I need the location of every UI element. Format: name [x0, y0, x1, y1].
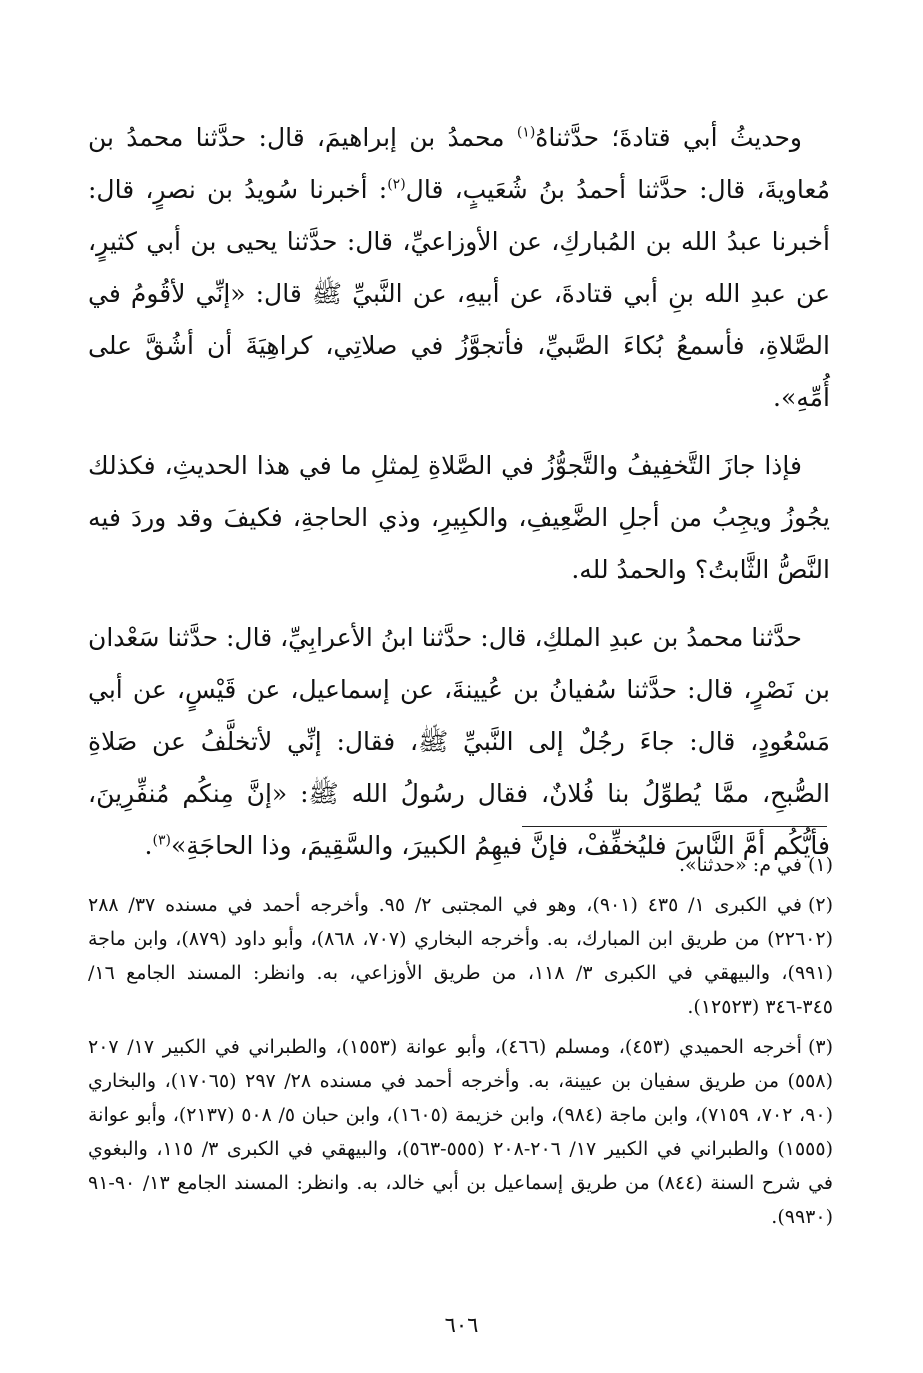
main-text — [88, 112, 830, 872]
footnote-number: (٢) — [807, 894, 833, 916]
page-number: ٦٠٦ — [444, 1313, 479, 1337]
paragraph-text: محمدُ بن إبراهيمَ، قال: حدَّثنا محمدُ بن مُعاويةَ، قال: حدَّثنا أحمدُ بنُ شُعَيبٍ، قال — [88, 123, 831, 204]
footnote-text: في الكبرى ١/ ٤٣٥ (٩٠١)، وهو في المجتبى ٢/ ٩٥. وأخرجه أحمد في مسنده ٣٧/ ٢٨٨ (٢٢٦٠٢) من طريق ابن المبارك، به. وأخرجه البخاري (٧٠٧، ٨٦٨)، وأبو داود (٨٧٩)، وابن ماجة (٩٩١)، والبيهقي في الكبرى ٣/ ١١٨، من طريق الأوزاعي، به. وانظر: المسند الجامع ١٦/ ٣٤٥-٣٤٦ (١٢٥٢٣). — [88, 894, 834, 1018]
footnote-ref-2: (٢) — [387, 176, 406, 193]
footnote-number: (١) — [807, 854, 833, 876]
paragraph-text: : أخبرنا سُويدُ بن نصرٍ، قال: أخبرنا عبدُ الله بن المُباركِ، عن الأوزاعيِّ، قال: حدَّثنا يحيى بن أبي كثيرٍ، عن عبدِ الله بنِ أبي قتادةَ، عن أبيهِ، عن النَّبيِّ ﷺ قال: «إنِّي لأقُومُ في الصَّلاةِ، فأسمعُ بُكاءَ الصَّبيِّ، فأتجوَّزُ في صلاتِي، كراهِيَةَ أن أشُقَّ على أُمِّهِ». — [88, 175, 830, 412]
footnote-ref-3: (٣) — [152, 832, 171, 849]
footnote-2 — [88, 888, 833, 1024]
footnote-text: أخرجه الحميدي (٤٥٣)، ومسلم (٤٦٦)، وأبو عوانة (١٥٥٣)، والطبراني في الكبير ١٧/ ٢٠٧ (٥٥٨) من طريق سفيان بن عيينة، به. وأخرجه أحمد في مسنده ٢٨/ ٢٩٧ (١٧٠٦٥)، والبخاري (٩٠، ٧٠٢، ٧١٥٩)، وابن ماجة (٩٨٤)، وابن خزيمة (١٦٠٥)، وابن حبان ٥/ ٥٠٨ (٢١٣٧)، وأبو عوانة (١٥٥٥) والطبراني في الكبير ١٧/ ٢٠٦-٢٠٨ (٥٥٥-٥٦٣)، والبيهقي في الكبرى ٣/ ١١٥، والبغوي في شرح السنة (٨٤٤) من طريق إسماعيل بن أبي خالد، به. وانظر: المسند الجامع ١٣/ ٩٠-٩١ (٩٩٣٠). — [88, 1036, 834, 1228]
paragraph-hadith-abi-qatada — [88, 112, 830, 424]
paragraph-hadith-abi-masud — [88, 612, 830, 872]
footnotes — [88, 848, 833, 1240]
footnote-3 — [88, 1030, 833, 1234]
paragraph-text: . — [144, 831, 153, 860]
paragraph-text: حدَّثنا محمدُ بن عبدِ الملكِ، قال: حدَّثنا ابنُ الأعرابِيِّ، قال: حدَّثنا سَعْدان بن نَصْرٍ، قال: حدَّثنا سُفيانُ بن عُيينةَ، عن إسماعيل، عن قَيْسٍ، عن أبي مَسْعُودٍ، قال: جاءَ رجُلٌ إلى النَّبيِّ ﷺ، فقال: إنِّي لأتخلَّفُ عن صَلاةِ الصُّبحِ، ممَّا يُطوِّلُ بنا فُلانٌ، فقال رسُولُ الله ﷺ: «إنَّ مِنكُم مُنفِّرِينَ، فأيُّكُم أمَّ النَّاسَ فليُخفِّفْ، فإنَّ فيهِمُ الكبيرَ، والسَّقِيمَ، وذا الحاجَةِ» — [87, 623, 830, 860]
footnote-number: (٣) — [807, 1036, 833, 1058]
paragraph-text: وحديثُ أبي قتادةَ؛ حدَّثناهُ — [535, 123, 802, 152]
footnote-text: في م: «حدثنا». — [678, 854, 802, 876]
paragraph-commentary: فإذا جازَ التَّخفِيفُ والتَّجوُّزُ في الصَّلاةِ لِمثلِ ما في هذا الحديثِ، فكذلك يجُوزُ ويجِبُ من أجلِ الضَّعِيفِ، والكبِيرِ، وذي الحاجةِ، فكيفَ وقد وردَ فيه النَّصُّ الثَّابتُ؟ والحمدُ لله. — [88, 451, 830, 584]
footnote-ref-1: (١) — [516, 124, 536, 141]
footnote-divider — [522, 826, 827, 827]
footnote-1 — [88, 848, 833, 882]
